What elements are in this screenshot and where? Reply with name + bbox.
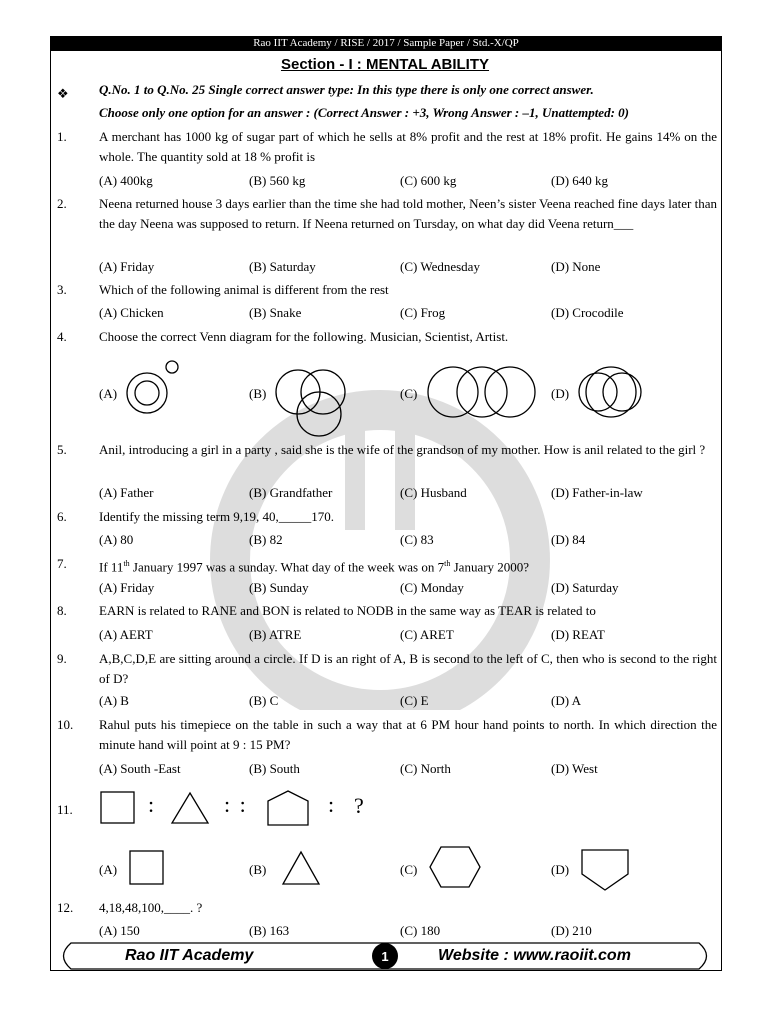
- option-d: (D): [551, 386, 570, 401]
- venn-diagram-d: [578, 365, 643, 420]
- option-c: (C) 600 kg: [400, 173, 457, 188]
- option-b: (B) Sunday: [249, 580, 309, 595]
- option-c: (C): [400, 862, 418, 877]
- question-text: Identify the missing term 9,19, 40,_____170.: [99, 509, 335, 524]
- option-b: (B) C: [249, 693, 279, 708]
- square-shape: [100, 791, 136, 825]
- option-c: (C) Husband: [400, 485, 467, 500]
- question-text: If 11th January 1997 was a sunday. What day of the week was on 7th January 2000?: [99, 559, 530, 575]
- option-c: (C) E: [400, 693, 429, 708]
- question-number: 5.: [57, 442, 67, 457]
- section-title: Section - I : MENTAL ABILITY: [280, 56, 490, 73]
- option-d: (D) A: [551, 693, 581, 708]
- option-a: (A) AERT: [99, 627, 153, 642]
- question-text: EARN is related to RANE and BON is related to NODB in the same way as TEAR is related to: [99, 603, 596, 618]
- page-number: 1: [381, 949, 389, 964]
- option-d: (D) Father-in-law: [551, 485, 643, 500]
- ratio-separator: :: [148, 792, 155, 817]
- option-c: (C) North: [400, 761, 451, 776]
- option-b: (B) 163: [249, 923, 290, 938]
- question-text: 4,18,48,100,____. ?: [99, 900, 203, 915]
- option-b: (B) South: [249, 761, 300, 776]
- question-text: Choose the correct Venn diagram for the following. Musician, Scientist, Artist.: [99, 329, 509, 344]
- proportion-separator: : :: [224, 792, 248, 817]
- question-mark: ?: [354, 793, 364, 818]
- header-bar: Rao IIT Academy / RISE / 2017 / Sample Paper / Std.-X/QP: [50, 36, 722, 51]
- option-d: (D) REAT: [551, 627, 605, 642]
- question-number: 3.: [57, 282, 67, 297]
- pentagon-option-shape: [580, 848, 630, 892]
- instruction-line-2: Choose only one option for an answer : (Correct Answer : +3, Wrong Answer : –1, Unattempted: 0): [99, 105, 629, 120]
- question-number: 8.: [57, 603, 67, 618]
- footer-website: Website : www.raoiit.com: [438, 947, 631, 964]
- question-text: Anil, introducing a girl in a party , said she is the wife of the grandson of my mother. How is anil related to the girl ?: [99, 442, 706, 457]
- question-number: 4.: [57, 329, 67, 344]
- option-c: (C) ARET: [400, 627, 454, 642]
- instruction-line-1: Q.No. 1 to Q.No. 25 Single correct answer type: In this type there is only one correct answer.: [99, 82, 594, 97]
- question-number: 9.: [57, 651, 67, 666]
- option-c: (C) 180: [400, 923, 441, 938]
- option-d: (D) None: [551, 259, 601, 274]
- option-c: (C) 83: [400, 532, 434, 547]
- venn-diagram-a: [120, 355, 190, 430]
- option-d: (D) 640 kg: [551, 173, 609, 188]
- square-option-shape: [129, 850, 165, 886]
- ratio-separator: :: [328, 792, 335, 817]
- option-a: (A) 400kg: [99, 173, 153, 188]
- question-number: 12.: [57, 900, 74, 915]
- question-number: 2.: [57, 196, 67, 211]
- triangle-shape: [170, 791, 210, 825]
- option-a: (A): [99, 386, 118, 401]
- option-b: (B) Grandfather: [249, 485, 333, 500]
- hexagon-option-shape: [428, 845, 482, 889]
- option-a: (A) Father: [99, 485, 154, 500]
- triangle-option-shape: [281, 850, 321, 886]
- option-a: (A) 150: [99, 923, 140, 938]
- option-b: (B) Saturday: [249, 259, 316, 274]
- option-c: (C) Frog: [400, 305, 446, 320]
- option-c: (C) Wednesday: [400, 259, 480, 274]
- question-text: Rahul puts his timepiece on the table in such a way that at 6 PM hour hand points to north. In which direction the minute hand will point at 9 : 15 PM?: [99, 717, 717, 752]
- option-a: (A) B: [99, 693, 129, 708]
- option-b: (B) ATRE: [249, 627, 302, 642]
- question-number: 11.: [57, 802, 73, 817]
- option-b: (B): [249, 386, 267, 401]
- question-number: 10.: [57, 717, 74, 732]
- option-a: (A): [99, 862, 118, 877]
- option-b: (B) 560 kg: [249, 173, 306, 188]
- option-a: (A) Friday: [99, 580, 155, 595]
- venn-diagram-c: [425, 362, 540, 422]
- question-text: Neena returned house 3 days earlier than the time she had told mother, Neen’s sister Veena reached fine days later than the day Neena was supposed to return. If Neena returned on Tursday, on what day did Veena return___: [99, 196, 717, 231]
- option-a: (A) Friday: [99, 259, 155, 274]
- question-text: A merchant has 1000 kg of sugar part of which he sells at 8% profit and the rest at 18% profit. He gains 14% on the whole. The quantity sold at 18 % profit is: [99, 129, 717, 164]
- option-d: (D) Saturday: [551, 580, 619, 595]
- option-a: (A) Chicken: [99, 305, 164, 320]
- question-number: 1.: [57, 129, 67, 144]
- question-number: 7.: [57, 556, 67, 571]
- option-a: (A) 80: [99, 532, 134, 547]
- option-b: (B): [249, 862, 267, 877]
- question-text: A,B,C,D,E are sitting around a circle. If D is an right of A, B is second to the left of C, then who is second to the right of D?: [99, 651, 717, 686]
- option-b: (B) Snake: [249, 305, 302, 320]
- option-d: (D) 84: [551, 532, 586, 547]
- option-b: (B) 82: [249, 532, 283, 547]
- option-c: (C): [400, 386, 418, 401]
- instruction-bullet: ❖: [57, 86, 69, 101]
- option-d: (D) 210: [551, 923, 592, 938]
- question-text: Which of the following animal is different from the rest: [99, 282, 389, 297]
- option-d: (D) West: [551, 761, 598, 776]
- option-d: (D): [551, 862, 570, 877]
- option-d: (D) Crocodile: [551, 305, 624, 320]
- footer-academy-name: Rao IIT Academy: [125, 947, 254, 964]
- question-number: 6.: [57, 509, 67, 524]
- pentagon-shape: [266, 789, 311, 827]
- option-c: (C) Monday: [400, 580, 464, 595]
- option-a: (A) South -East: [99, 761, 181, 776]
- venn-diagram-b: [275, 360, 355, 440]
